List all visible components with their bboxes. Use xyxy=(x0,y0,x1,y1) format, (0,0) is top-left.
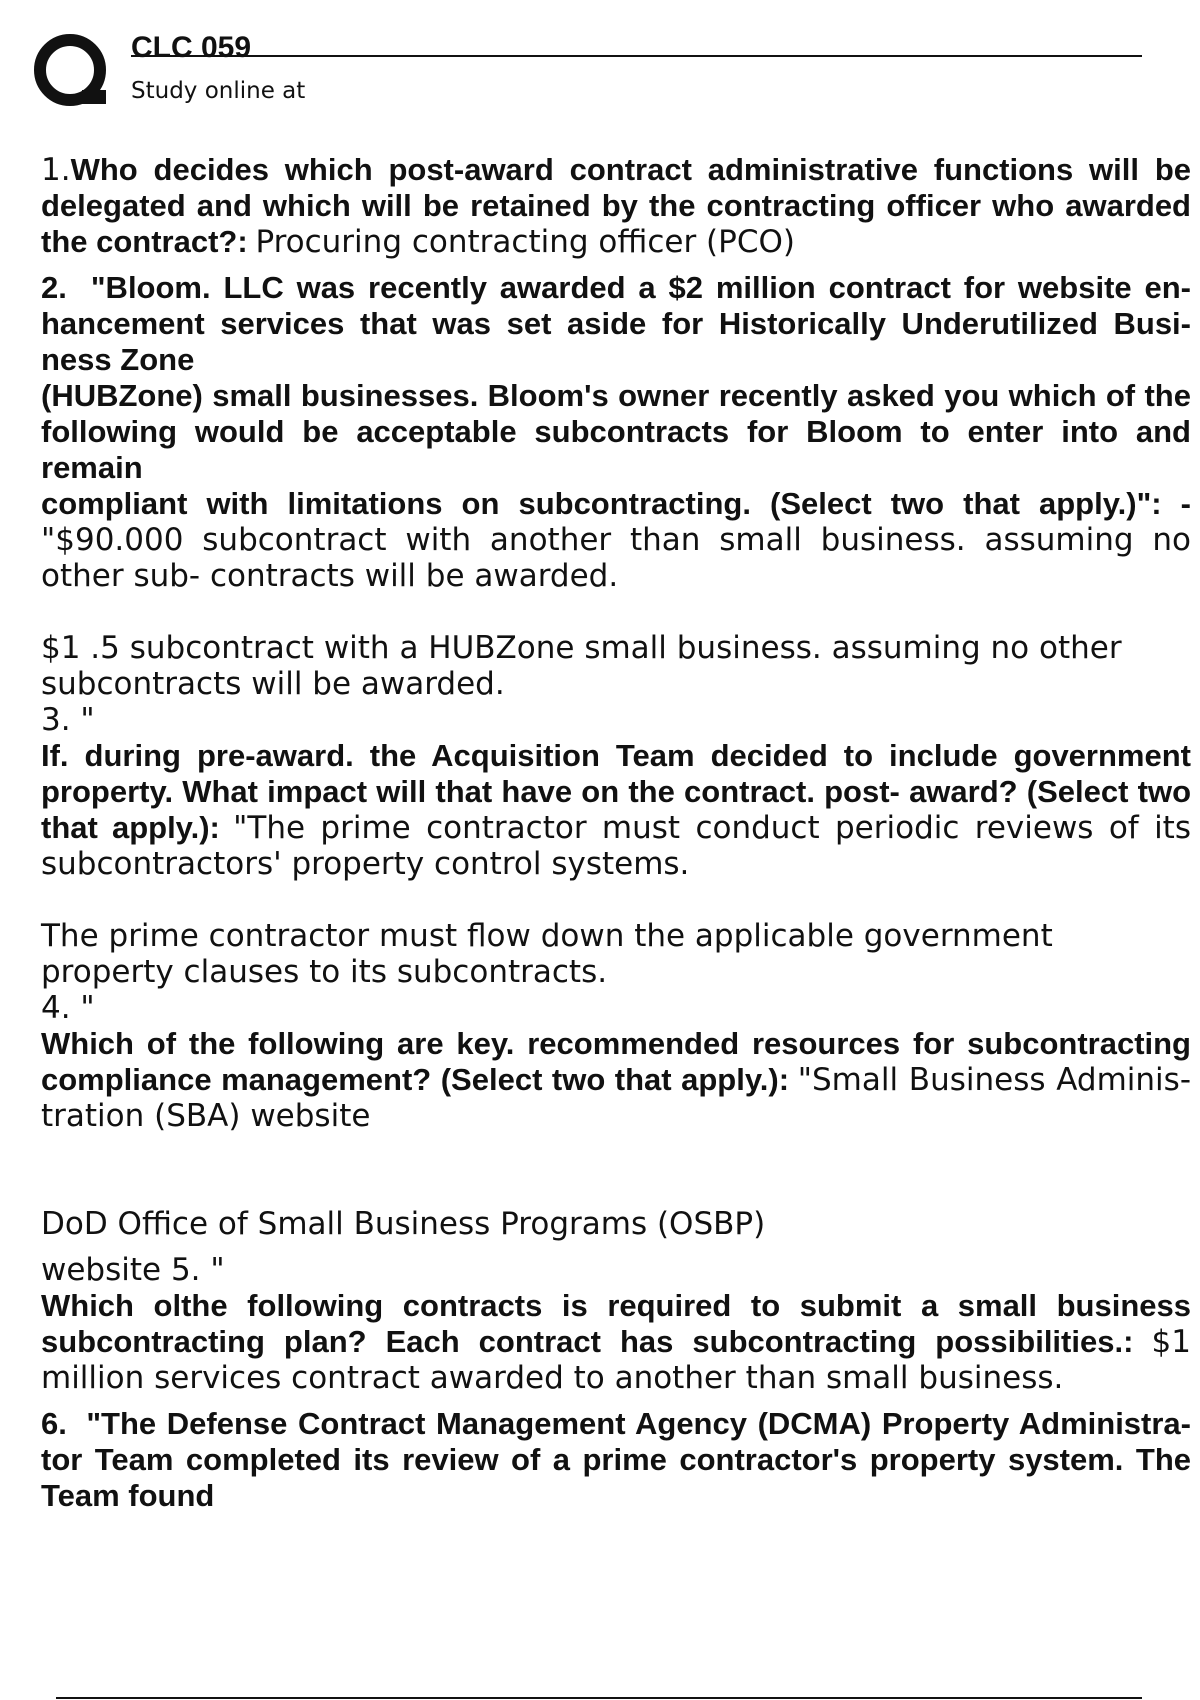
study-online-text: Study online at xyxy=(131,78,306,104)
answer-text: Procuring contracting officer (PCO) xyxy=(255,224,795,260)
question-3 xyxy=(41,738,1191,882)
answer-text: DoD Office of Small Business Programs (OSBP) xyxy=(41,1206,766,1242)
question-number: 3. " xyxy=(41,702,95,738)
question-1 xyxy=(41,152,1191,260)
answer-text: "$90.000 subcontract with another than small business. assuming no other sub- contracts will be awarded. xyxy=(41,522,1191,594)
answer-text: website 5. " xyxy=(41,1252,225,1288)
answer-text: The prime contractor must flow down the applicable government property clauses to its subcontracts. xyxy=(41,918,1053,990)
question-6 xyxy=(41,1406,1191,1514)
answer-text: "The prime contractor must conduct periodic reviews of its subcontractors' property control systems. xyxy=(41,810,1191,882)
question-number: 1. xyxy=(41,152,71,188)
question-text: "The Defense Contract Management Agency (DCMA) Property Administra- tor Team completed its review of a prime contractor's property system. The Team found xyxy=(41,1406,1191,1513)
q-logo-icon xyxy=(32,32,110,110)
question-4 xyxy=(41,1026,1191,1134)
header-rule xyxy=(131,55,1142,57)
answer-text: $1 .5 subcontract with a HUBZone small business. assuming no other subcontracts will be awarded. xyxy=(41,630,1122,702)
answer-text: "Small Business Adminis- tration (SBA) website xyxy=(41,1062,1192,1134)
question-text: compliant with limitations on subcontracting. (Select two that apply.)": - xyxy=(41,486,1191,521)
question-text: Which of the following are key. recommended resources for subcontracting compliance management? (Select two that apply.): xyxy=(41,1026,1191,1097)
question-2-continued xyxy=(41,378,1191,486)
question-5 xyxy=(41,1288,1191,1396)
footer-rule xyxy=(56,1697,1142,1699)
question-text: If. during pre-award. the Acquisition Team decided to include government property. What impact will that have on the contract. post- award? (Select two that apply.): xyxy=(41,738,1191,845)
question-2-end xyxy=(41,486,1191,594)
question-text: (HUBZone) small businesses. Bloom's owner recently asked you which of the following would be acceptable subcontracts for Bloom to enter into and remain xyxy=(41,378,1191,485)
question-number: 4. " xyxy=(41,990,95,1026)
answer-text: $1 million services contract awarded to another than small business. xyxy=(41,1324,1191,1396)
question-list xyxy=(41,152,1191,1514)
question-2 xyxy=(41,270,1191,378)
question-number: 2. xyxy=(41,270,67,305)
question-text: Which olthe following contracts is required to submit a small business subcontracting plan? Each contract has subcontracting possibilities.: xyxy=(41,1288,1191,1359)
question-text: "Bloom. LLC was recently awarded a $2 million contract for website en- hancement services that was set aside for Historically Underutilized Busi- ness Zone xyxy=(41,270,1191,377)
question-text: Who decides which post-award contract administrative functions will be delegated and which will be retained by the contracting officer who awarded the contract?: xyxy=(41,152,1191,259)
question-number: 6. xyxy=(41,1406,67,1441)
course-code: CLC 059 xyxy=(131,31,252,64)
